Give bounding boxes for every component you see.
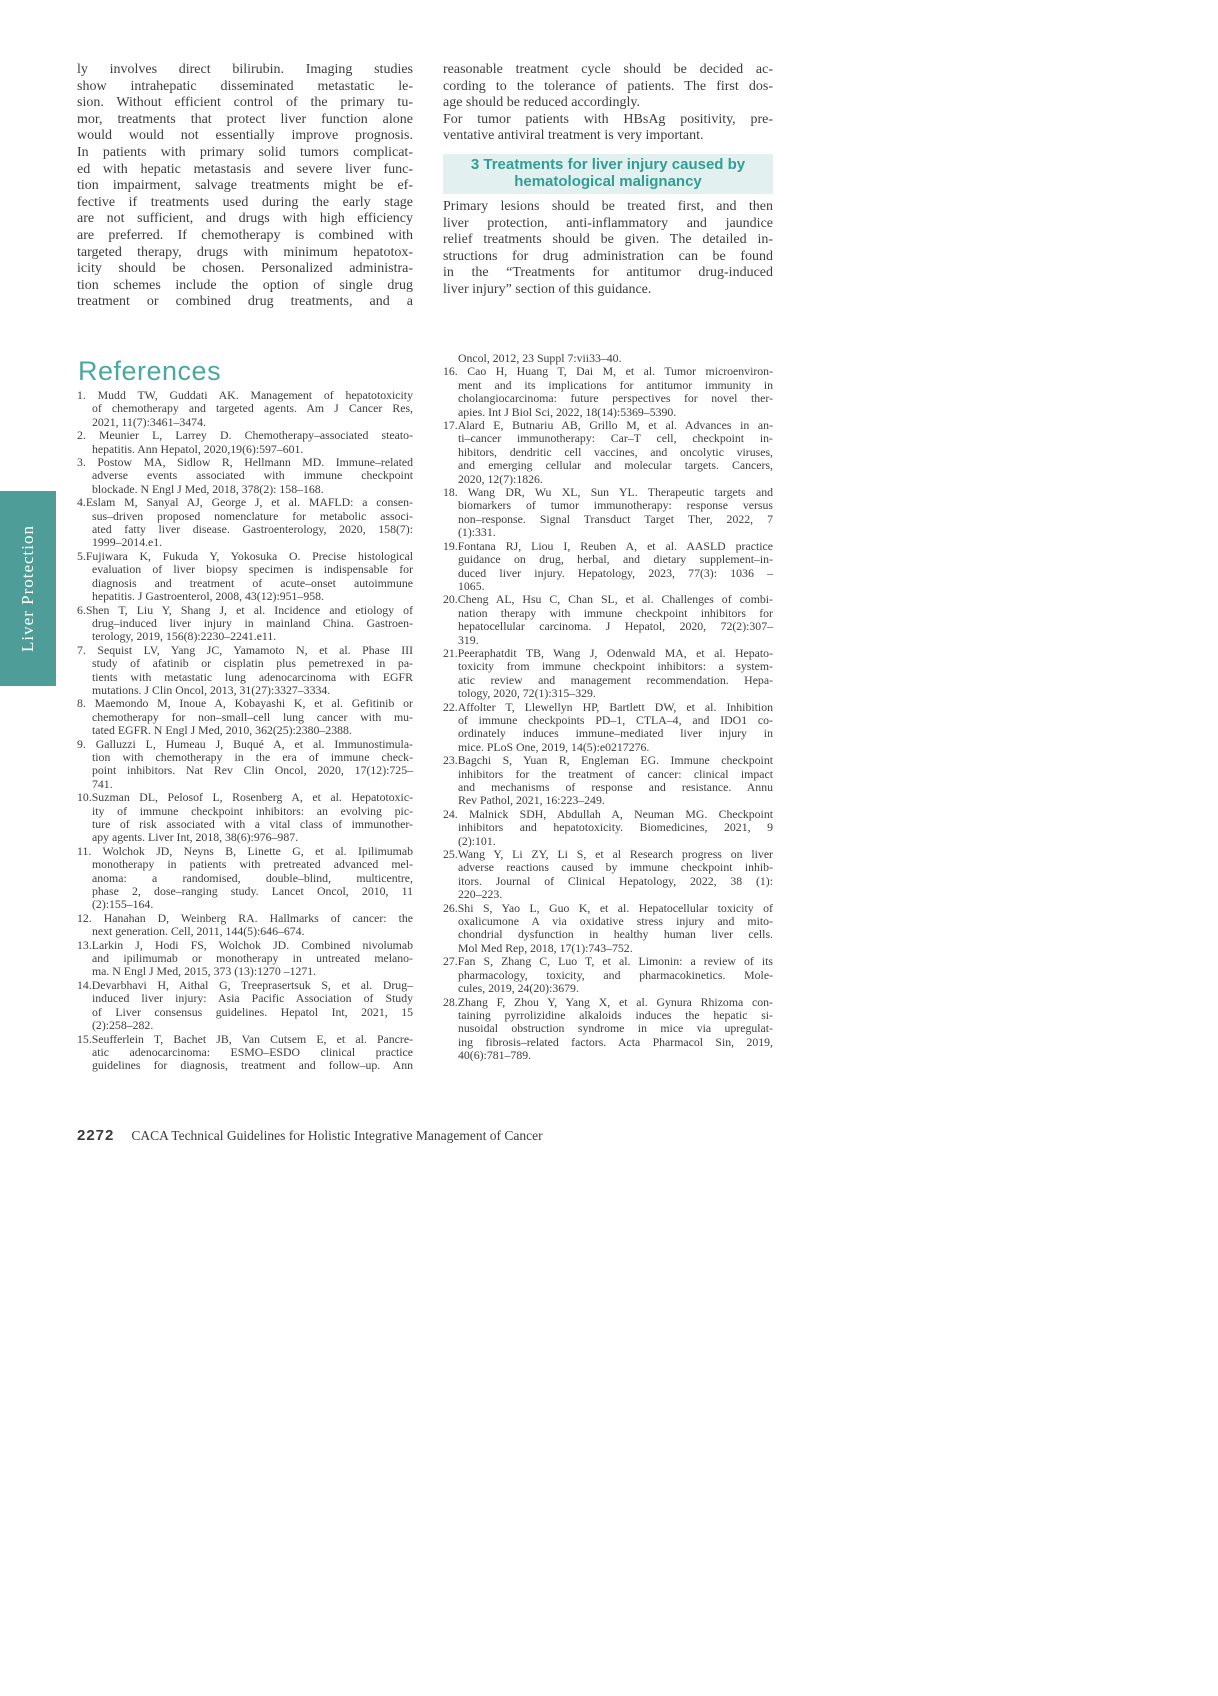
reference-item — [443, 701, 773, 755]
reference-line: of immune checkpoints PD–1, CTLA–4, and IDO1 co- — [458, 712, 773, 727]
reference-line: 19.Fontana RJ, Liou I, Reuben A, et al. AASLD practice — [443, 538, 773, 553]
text-line: fective if treatments used during the early stage — [77, 194, 413, 210]
references-right-list — [443, 365, 773, 1062]
reference-line: point inhibitors. Nat Rev Clin Oncol, 2020, 17(12):725– — [92, 763, 413, 778]
reference-item — [77, 845, 413, 912]
reference-item — [77, 496, 413, 550]
reference-item — [77, 644, 413, 698]
reference-line: and mechanisms of response and resistance. Annu — [458, 780, 773, 794]
text-line: are preferred. If chemotherapy is combined with — [77, 227, 413, 243]
reference-line: mice. PLoS One, 2019, 14(5):e0217276. — [458, 739, 650, 754]
reference-line: 23.Bagchi S, Yuan R, Engleman EG. Immune checkpoint — [443, 753, 773, 768]
reference-line: taining pyrrolizidine alkaloids induces the hepatic si- — [458, 1007, 773, 1022]
reference-line: hepatocellular carcinoma. J Hepatol, 2020, 72(2):307– — [458, 619, 773, 634]
reference-line: mutations. J Clin Oncol, 2013, 31(27):3327–3334. — [92, 682, 331, 697]
reference-line: tology, 2020, 72(1):315–329. — [458, 686, 596, 701]
reference-item — [77, 604, 413, 644]
reference-line: ti–cancer immunotherapy: Car–T cell, checkpoint in- — [458, 431, 773, 446]
reference-line: 12. Hanahan D, Weinberg RA. Hallmarks of cancer: the — [77, 910, 413, 925]
reference-line: ity of immune checkpoint inhibitors: an evolving pic- — [92, 803, 413, 818]
text-line: For tumor patients with HBsAg positivity, pre- — [443, 111, 773, 127]
reference-line: chondrial dysfunction in healthy human liver cells. — [458, 927, 773, 942]
reference-line: 1065. — [458, 578, 485, 593]
reference-line: nusoidal obstruction syndrome in mice via upregulat- — [458, 1021, 773, 1036]
text-line: cording to the tolerance of patients. The first dos- — [443, 78, 773, 94]
text-line: treatment or combined drug treatments, and a — [77, 294, 413, 310]
reference-line: 22.Affolter T, Llewellyn HP, Bartlett DW, et al. Inhibition — [443, 699, 773, 714]
reference-line: hibitors, dendritic cell vaccines, and oncolytic viruses, — [458, 444, 773, 459]
reference-item — [443, 540, 773, 594]
reference-line: 20.Cheng AL, Hsu C, Chan SL, et al. Challenges of combi- — [443, 592, 773, 607]
references-heading: References — [78, 356, 222, 386]
reference-line: toxicity from immune checkpoint inhibitors: a system- — [458, 659, 773, 674]
reference-line: inhibitors and hepatotoxicity. Biomedicines, 2021, 9 — [458, 820, 773, 835]
reference-line: 10.Suzman DL, Pelosof L, Rosenberg A, et al. Hepatotoxic- — [77, 790, 413, 805]
text-line: ly involves direct bilirubin. Imaging studies — [77, 62, 413, 77]
reference-line: guidelines for diagnosis, treatment and follow–up. Ann — [92, 1058, 413, 1073]
text-line: ed with hepatic metastasis and severe liver func- — [77, 161, 413, 177]
reference-line: 13.Larkin J, Hodi FS, Wolchok JD. Combined nivolumab — [77, 937, 413, 952]
reference-line: 741. — [92, 776, 113, 791]
text-line: show intrahepatic disseminated metastatic le- — [77, 78, 413, 94]
page-number: 2272 — [77, 1127, 115, 1144]
footer-running-title: CACA Technical Guidelines for Holistic Integrative Management of Cancer — [131, 1128, 543, 1143]
reference-item — [443, 996, 773, 1063]
reference-line: 14.Devarbhavi H, Aithal G, Treeprasertsuk S, et al. Drug– — [77, 977, 413, 992]
reference-line: diagnosis and treatment of acute–onset autoimmune — [92, 575, 413, 590]
reference-line: tients with metastatic lung adenocarcinoma with EGFR — [92, 669, 413, 684]
section-heading — [443, 154, 773, 194]
text-line: tion impairment, salvage treatments might be ef- — [77, 178, 413, 194]
reference-line: of Liver consensus guidelines. Hepatol Int, 2021, 15 — [92, 1004, 413, 1019]
reference-line: 2. Meunier L, Larrey D. Chemotherapy–associated steato- — [77, 428, 413, 443]
text-line: icity should be chosen. Personalized administra- — [77, 261, 413, 277]
text-line: ventative antiviral treatment is very important. — [443, 128, 704, 144]
reference-item — [443, 848, 773, 902]
reference-line: (2):101. — [458, 833, 496, 848]
reference-line: cules, 2019, 24(20):3679. — [458, 981, 579, 996]
reference-line: Rev Pathol, 2021, 16:223–249. — [458, 793, 605, 808]
reference-line: 28.Zhang F, Zhou Y, Yang X, et al. Gynura Rhizoma con- — [443, 994, 773, 1009]
text-line: reasonable treatment cycle should be decided ac- — [443, 62, 773, 77]
reference-line: anoma: a randomised, double–blind, multicentre, — [92, 870, 413, 885]
reference-line: cholangiocarcinoma: future perspectives for novel ther- — [458, 391, 773, 406]
reference-item — [443, 754, 773, 808]
reference-line: 1. Mudd TW, Guddati AK. Management of hepatotoxicity — [77, 388, 413, 402]
reference-line: 17.Alard E, Butnariu AB, Grillo M, et al. Advances in an- — [443, 418, 773, 433]
reference-item — [77, 550, 413, 604]
reference-line: itors. Journal of Clinical Hepatology, 2022, 38 (1): — [458, 873, 773, 888]
reference-line: inhibitors for the treatment of cancer: clinical impact — [458, 766, 773, 781]
chapter-tab-label: Liver Protection — [18, 525, 37, 652]
reference-item — [443, 955, 773, 995]
text-line: are not sufficient, and drugs with high efficiency — [77, 211, 413, 227]
reference-item — [77, 939, 413, 979]
reference-line: ma. N Engl J Med, 2015, 373 (13):1270 –1271. — [92, 964, 317, 979]
reference-item — [77, 1033, 413, 1073]
text-line: liver protection, anti-inflammatory and jaundice — [443, 215, 773, 231]
body-paragraph — [443, 199, 773, 299]
text-line: sion. Without efficient control of the primary tu- — [77, 95, 413, 111]
text-line: age should be reduced accordingly. — [443, 95, 640, 111]
reference-line: 3. Postow MA, Sidlow R, Hellmann MD. Immune–related — [77, 455, 413, 470]
reference-line: adverse events associated with immune checkpoint — [92, 468, 413, 483]
reference-item — [77, 429, 413, 456]
page-footer — [77, 1127, 543, 1144]
reference-line: adverse reactions caused by immune checkpoint inhib- — [458, 860, 773, 875]
reference-line: pharmacology, toxicity, and pharmacokinetics. Mole- — [458, 967, 773, 982]
reference-line: hepatitis. Ann Hepatol, 2020,19(6):597–601. — [92, 441, 304, 456]
reference-item — [77, 791, 413, 845]
references-right-column — [443, 352, 773, 1063]
reference-line: apy agents. Liver Int, 2018, 38(6):976–987. — [92, 830, 299, 845]
reference-line: 8. Maemondo M, Inoue A, Kobayashi K, et al. Gefitinib or — [77, 696, 413, 711]
text-line: liver injury” section of this guidance. — [443, 281, 652, 297]
section-heading-line-2: hematological malignancy — [514, 173, 702, 191]
reference-item — [443, 486, 773, 540]
reference-line: next generation. Cell, 2011, 144(5):646–674. — [92, 924, 305, 939]
reference-line: 26.Shi S, Yao L, Guo K, et al. Hepatocellular toxicity of — [443, 900, 773, 915]
chapter-thumb-tab — [0, 491, 56, 686]
text-line: relief treatments should be given. The detailed in- — [443, 232, 773, 248]
reference-line: atic review and management recommendation. Hepa- — [458, 672, 773, 687]
reference-item — [443, 902, 773, 956]
reference-line: nation therapy with immune checkpoint inhibitors for — [458, 605, 773, 620]
reference-line: 220–223. — [458, 887, 503, 902]
text-line: would would not essentially improve prognosis. — [77, 128, 413, 144]
reference-line: 5.Fujiwara K, Fukuda Y, Yokosuka O. Precise histological — [77, 548, 413, 563]
reference-line: ated fatty liver disease. Gastroenterology, 2020, 158(7): — [92, 522, 413, 537]
reference-item — [77, 389, 413, 429]
reference-line: phase 2, dose–ranging study. Lancet Oncol, 2010, 11 — [92, 884, 413, 899]
body-left-column — [77, 62, 413, 311]
reference-line: 4.Eslam M, Sanyal AJ, George J, et al. MAFLD: a consen- — [77, 495, 413, 510]
reference-line: study of afatinib or cisplatin plus pemetrexed in pa- — [92, 656, 413, 671]
reference-line: (1):331. — [458, 525, 496, 540]
body-paragraph — [77, 62, 413, 311]
body-right-column — [443, 62, 773, 299]
reference-line: 2020, 12(7):1826. — [458, 471, 543, 486]
reference-line: 9. Galluzzi L, Humeau J, Buqué A, et al. Immunostimula- — [77, 736, 413, 751]
reference-line: of chemotherapy and targeted agents. Am J Cancer Res, — [92, 401, 413, 416]
reference-line: apies. Int J Biol Sci, 2022, 18(14):5369–5390. — [458, 404, 677, 419]
reference-line: 1999–2014.e1. — [92, 535, 163, 550]
reference-line: 6.Shen T, Liu Y, Shang J, et al. Incidence and etiology of — [77, 602, 413, 617]
reference-item — [77, 912, 413, 939]
body-paragraph — [443, 112, 773, 145]
reference-item — [443, 808, 773, 848]
text-line: In patients with primary solid tumors complicat- — [77, 144, 413, 160]
text-line: Primary lesions should be treated first, and then — [443, 198, 773, 214]
reference-item — [77, 979, 413, 1033]
text-line: tion schemes include the option of single drug — [77, 277, 413, 293]
reference-line: chemotherapy for non–small–cell lung cancer with mu- — [92, 709, 413, 724]
reference-item — [443, 647, 773, 701]
reference-item — [443, 365, 773, 419]
reference-line: ing fibrosis–related factors. Acta Pharmacol Sin, 2019, — [458, 1034, 773, 1049]
reference-line: duced liver injury. Hepatology, 2023, 77(3): 1036 – — [458, 565, 773, 580]
reference-continuation-line: Oncol, 2012, 23 Suppl 7:vii33–40. — [458, 351, 622, 365]
reference-line: 27.Fan S, Zhang C, Luo T, et al. Limonin: a review of its — [443, 954, 773, 969]
reference-line: 21.Peeraphatdit TB, Wang J, Odenwald MA, et al. Hepato- — [443, 645, 773, 660]
reference-line: induced liver injury: Asia Pacific Association of Study — [92, 991, 413, 1006]
body-paragraph — [443, 62, 773, 112]
reference-line: 18. Wang DR, Wu XL, Sun YL. Therapeutic targets and — [443, 485, 773, 500]
reference-line: ment and its implications for antitumor immunity in — [458, 377, 773, 392]
reference-line: terology, 2019, 156(8):2230–2241.e11. — [92, 629, 277, 644]
reference-line: 11. Wolchok JD, Neyns B, Linette G, et al. Ipilimumab — [77, 843, 413, 858]
reference-line: 7. Sequist LV, Yang JC, Yamamoto N, et al. Phase III — [77, 642, 413, 657]
reference-line: guidance on drug, herbal, and dietary supplement–in- — [458, 552, 773, 567]
text-line: in the “Treatments for antitumor drug-induced — [443, 265, 773, 281]
reference-line: 2021, 11(7):3461–3474. — [92, 414, 206, 429]
reference-item — [443, 419, 773, 486]
reference-item — [77, 697, 413, 737]
reference-line: (2):155–164. — [92, 897, 154, 912]
reference-line: oxalicumone A via oxidative stress injury and mito- — [458, 914, 773, 929]
reference-line: non–response. Signal Transduct Target Ther, 2022, 7 — [458, 511, 773, 526]
reference-line: biomarkers of tumor immunotherapy: response versus — [458, 498, 773, 513]
reference-line: 319. — [458, 632, 479, 647]
reference-line: 24. Malnick SDH, Abdullah A, Neuman MG. Checkpoint — [443, 806, 773, 821]
reference-item — [77, 738, 413, 792]
text-line: structions for drug administration can be found — [443, 248, 773, 264]
reference-line: tated EGFR. N Engl J Med, 2010, 362(25):2380–2388. — [92, 723, 352, 738]
reference-line: hepatitis. J Gastroenterol, 2008, 43(12):951–958. — [92, 589, 324, 604]
reference-line: drug–induced liver injury in mainland China. Gastroen- — [92, 615, 413, 630]
text-line: targeted therapy, drugs with minimum hepatotox- — [77, 244, 413, 260]
reference-line: sus–driven proposed nomenclature for metabolic associ- — [92, 508, 413, 523]
reference-line: Mol Med Rep, 2018, 17(1):743–752. — [458, 940, 633, 955]
reference-line: 40(6):781–789. — [458, 1048, 532, 1063]
references-left-column — [77, 389, 413, 1073]
reference-item — [77, 456, 413, 496]
reference-line: and emerging cellular and molecular targets. Cancers, — [458, 458, 773, 473]
reference-line: atic adenocarcinoma: ESMO–ESDO clinical practice — [92, 1044, 413, 1059]
reference-item — [443, 593, 773, 647]
reference-line: monotherapy in patients with pretreated advanced mel- — [92, 857, 413, 872]
reference-line: ordinately induces immune–mediated liver injury in — [458, 726, 773, 741]
reference-line: blockade. N Engl J Med, 2018, 378(2): 158–168. — [92, 481, 324, 496]
reference-line: tion with chemotherapy in the era of immune check- — [92, 749, 413, 764]
reference-line: 15.Seufferlein T, Bachet JB, Van Cutsem E, et al. Pancre- — [77, 1031, 413, 1046]
reference-line: (2):258–282. — [92, 1018, 154, 1033]
reference-line: ture of risk associated with a vital class of immunother- — [92, 817, 413, 831]
section-heading-line-1: 3 Treatments for liver injury caused by — [470, 155, 746, 173]
text-line: mor, treatments that protect liver function alone — [77, 111, 413, 127]
reference-line: 25.Wang Y, Li ZY, Li S, et al Research progress on liver — [443, 847, 773, 862]
reference-line: evaluation of liver biopsy specimen is indispensable for — [92, 562, 413, 577]
reference-line: 16. Cao H, Huang T, Dai M, et al. Tumor microenviron- — [443, 364, 773, 379]
reference-line: and ipilimumab or monotherapy in untreated melano- — [92, 951, 413, 966]
